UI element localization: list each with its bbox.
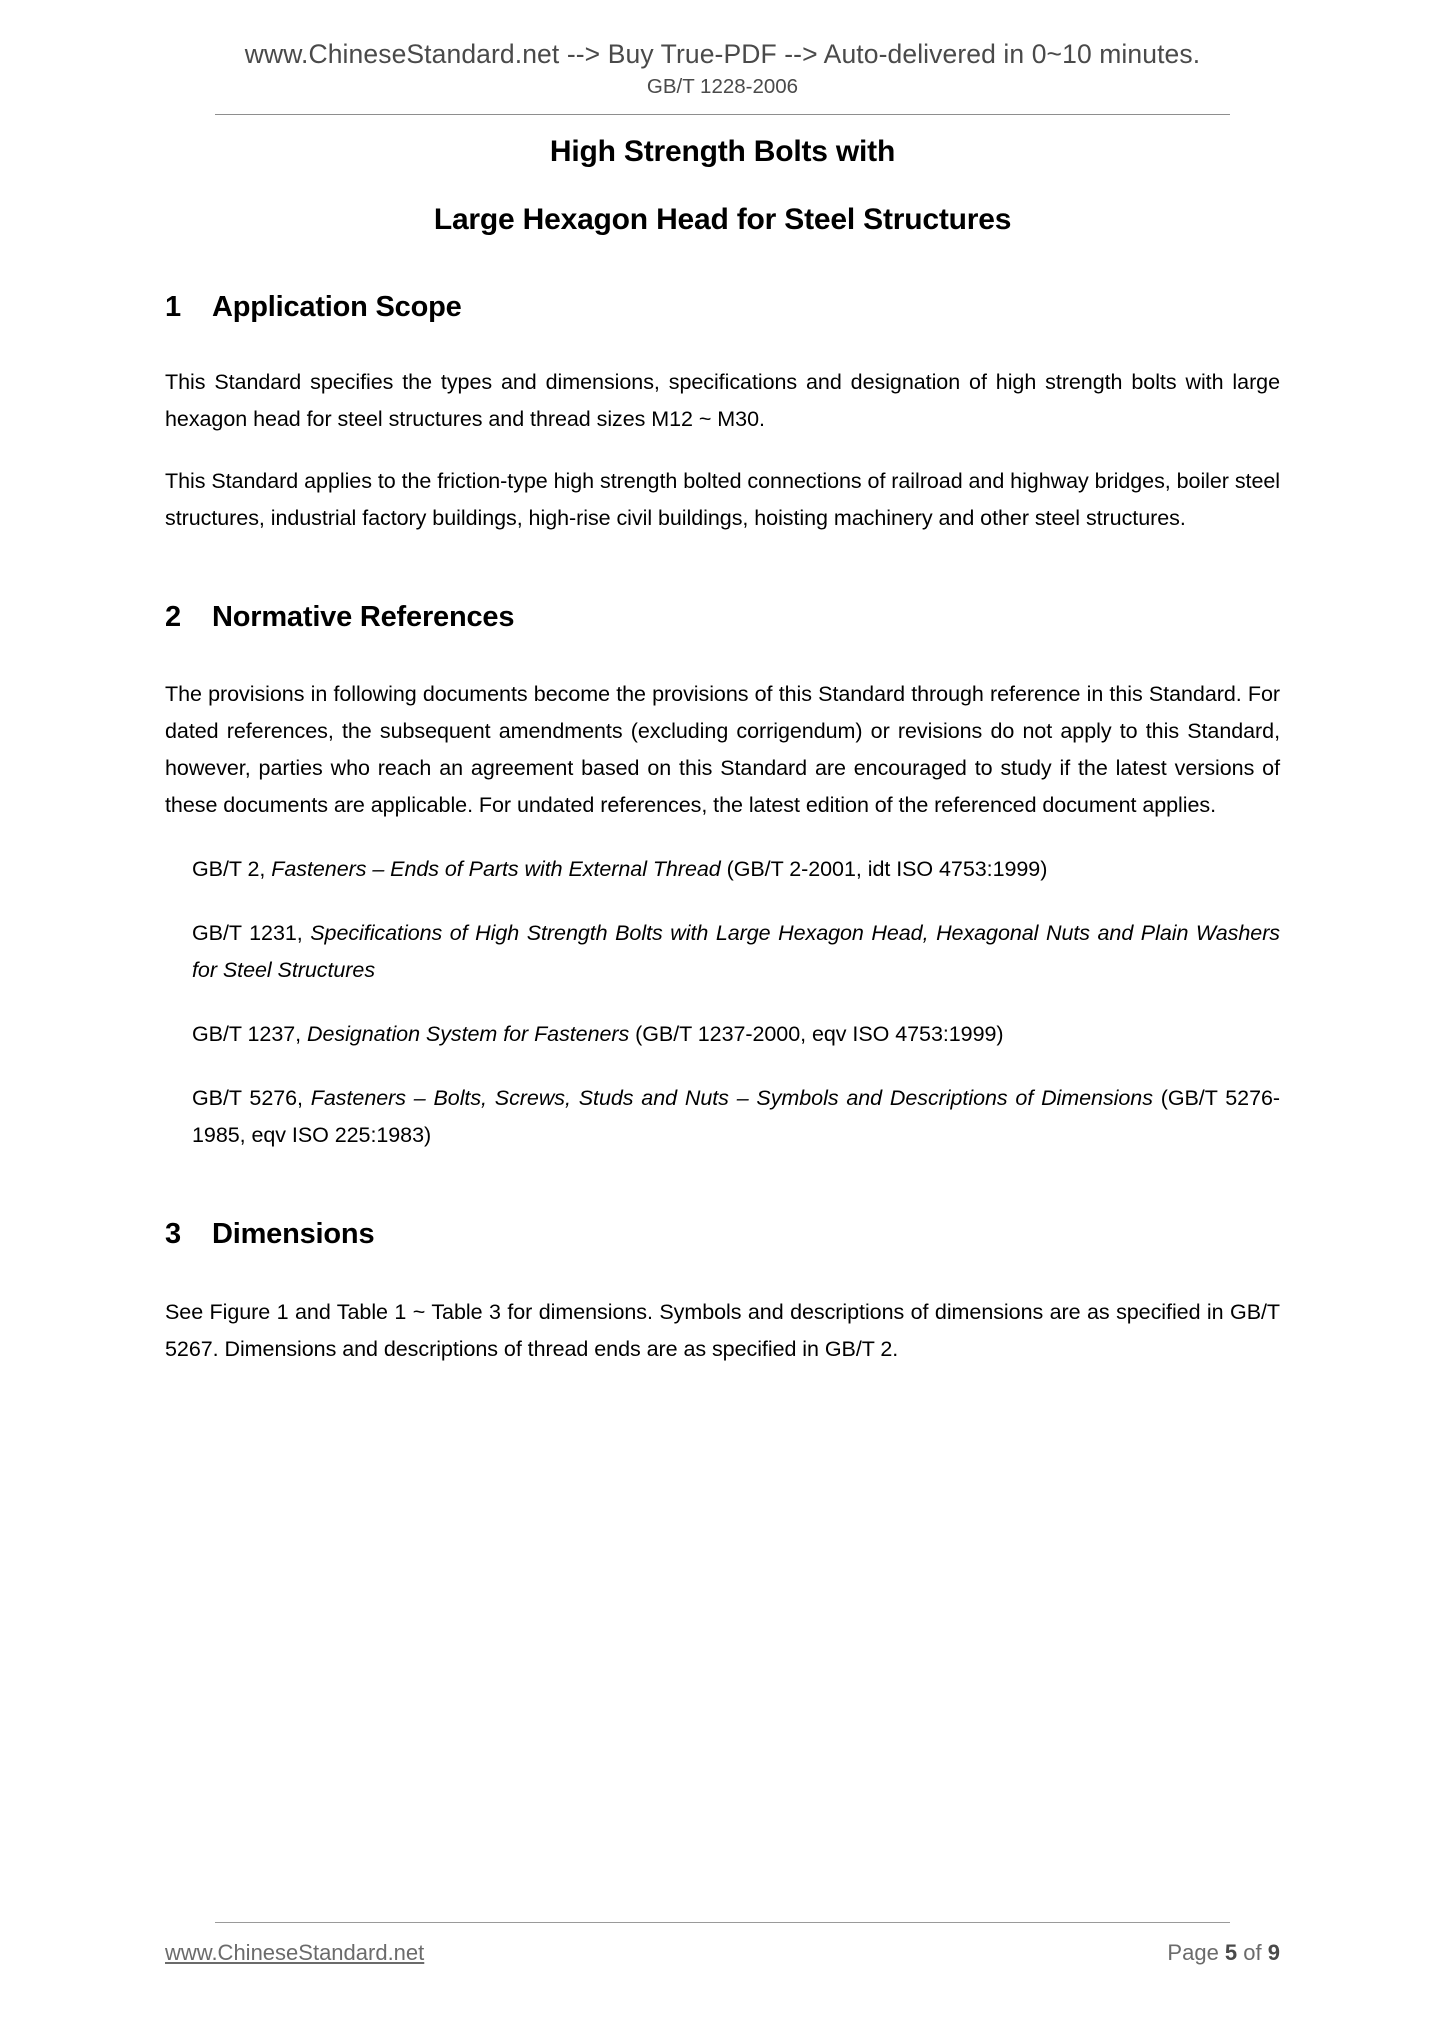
reference-item — [192, 915, 1280, 989]
page-header — [0, 38, 1445, 101]
section-3-paragraph-1: See Figure 1 and Table 1 ~ Table 3 for dimensions. Symbols and descriptions of dimensions are as specified in GB/T 5267. Dimensions and descriptions of thread ends are as specified in GB/T 2. — [165, 1299, 1280, 1361]
section-heading-2 — [165, 599, 1280, 637]
reference-tail: (GB/T 5276-1985, eqv ISO 225:1983) — [192, 1086, 1280, 1148]
section-1-paragraph-2: This Standard applies to the friction-type high strength bolted connections of railroad and highway bridges, boiler steel structures, industrial factory buildings, high-rise civil buildings, hoisting machinery and other steel structures. — [165, 468, 1281, 530]
reference-tail: (GB/T 1237-2000, eqv ISO 4753:1999) — [629, 1022, 1004, 1047]
section-heading-1 — [165, 289, 1280, 327]
section-title-2: Normative References — [212, 600, 515, 633]
reference-title: Designation System for Fasteners — [306, 1022, 630, 1047]
footer-website-link[interactable]: www.ChineseStandard.net — [165, 1940, 425, 1965]
header-divider — [215, 114, 1230, 115]
document-title — [165, 132, 1280, 239]
section-2-paragraph-1: The provisions in following documents become the provisions of this Standard through reference in this Standard. For dated references, the subsequent amendments (excluding corrigendum) or revisions do not apply to this Standard, however, parties who reach an agreement based on this Standard are encouraged to study if the latest versions of these documents are applicable. For undated references, the latest edition of the referenced document applies. — [165, 682, 1280, 818]
page-label-middle: of — [1237, 1940, 1268, 1965]
document-title-line-1: High Strength Bolts with — [549, 135, 896, 168]
reference-code: GB/T 1231, — [192, 921, 311, 946]
footer-divider — [215, 1922, 1230, 1923]
section-heading-3 — [165, 1216, 1280, 1254]
document-title-line-2: Large Hexagon Head for Steel Structures — [433, 202, 1012, 236]
reference-title: Fasteners – Ends of Parts with External Thread — [271, 857, 721, 882]
reference-code: GB/T 5276, — [192, 1086, 311, 1111]
reference-title: Specifications of High Strength Bolts with Large Hexagon Head, Hexagonal Nuts and Plain Washers for Steel Structures — [192, 921, 1281, 983]
page-total: 9 — [1267, 1940, 1280, 1965]
normative-reference-list — [192, 851, 1280, 1154]
section-number-2: 2 — [165, 600, 181, 633]
section-number-1: 1 — [165, 291, 181, 324]
section-1-paragraph-1: This Standard specifies the types and dimensions, specifications and designation of high strength bolts with large hexagon head for steel structures and thread sizes M12 ~ M30. — [165, 369, 1280, 431]
section-number-3: 3 — [165, 1218, 181, 1251]
header-standard-code: GB/T 1228-2006 — [646, 75, 799, 99]
reference-item — [192, 1016, 1280, 1053]
footer-page-number — [1167, 1940, 1280, 1966]
reference-title: Fasteners – Bolts, Screws, Studs and Nuts – Symbols and Descriptions of Dimensions — [310, 1086, 1153, 1111]
page-footer — [165, 1940, 1280, 1966]
reference-code: GB/T 2, — [192, 857, 272, 882]
reference-item — [192, 851, 1280, 888]
header-promo-line: www.ChineseStandard.net --> Buy True-PDF --> Auto-delivered in 0~10 minutes. — [244, 39, 1201, 69]
document-content — [165, 132, 1280, 1368]
section-title-1: Application Scope — [212, 291, 462, 324]
section-title-3: Dimensions — [212, 1218, 375, 1251]
page-current: 5 — [1224, 1940, 1238, 1965]
reference-item — [192, 1080, 1280, 1154]
reference-tail: (GB/T 2-2001, idt ISO 4753:1999) — [720, 857, 1048, 882]
page-label-prefix: Page — [1167, 1940, 1225, 1965]
reference-code: GB/T 1237, — [192, 1022, 307, 1047]
